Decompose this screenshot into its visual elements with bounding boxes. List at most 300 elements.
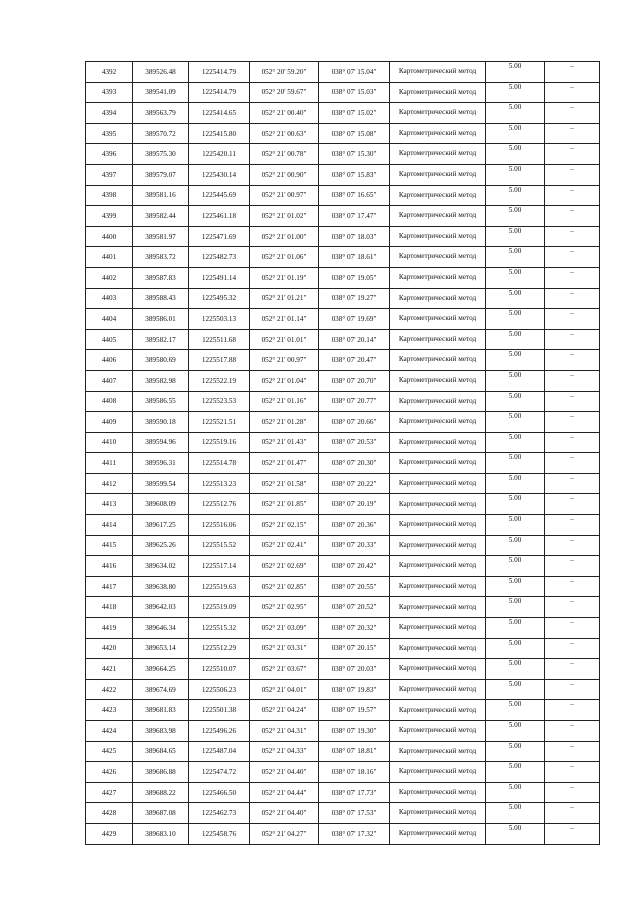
x-coordinate-cell: 389686.88	[133, 762, 189, 783]
table-row	[86, 350, 600, 371]
method-cell: Картометрический метод	[390, 82, 486, 103]
longitude-cell: 038° 07' 19.05"	[319, 267, 390, 288]
note-cell: –	[545, 782, 600, 803]
method-cell: Картометрический метод	[390, 618, 486, 639]
method-cell: Картометрический метод	[390, 762, 486, 783]
y-coordinate-cell: 1225523.53	[189, 391, 250, 412]
y-coordinate-cell: 1225503.13	[189, 309, 250, 330]
method-cell: Картометрический метод	[390, 226, 486, 247]
latitude-cell: 052° 21' 00.78"	[250, 144, 319, 165]
y-coordinate-cell: 1225517.88	[189, 350, 250, 371]
table-row	[86, 288, 600, 309]
accuracy-cell: 5.00	[486, 103, 545, 124]
point-number-cell: 4417	[86, 576, 133, 597]
y-coordinate-cell: 1225519.63	[189, 576, 250, 597]
note-cell: –	[545, 803, 600, 824]
latitude-cell: 052° 21' 04.24"	[250, 700, 319, 721]
y-coordinate-cell: 1225462.73	[189, 803, 250, 824]
method-cell: Картометрический метод	[390, 288, 486, 309]
note-cell: –	[545, 391, 600, 412]
x-coordinate-cell: 389590.18	[133, 412, 189, 433]
table-row	[86, 267, 600, 288]
table-row	[86, 618, 600, 639]
point-number-cell: 4416	[86, 556, 133, 577]
accuracy-cell: 5.00	[486, 473, 545, 494]
point-number-cell: 4426	[86, 762, 133, 783]
y-coordinate-cell: 1225482.73	[189, 247, 250, 268]
method-cell: Картометрический метод	[390, 535, 486, 556]
latitude-cell: 052° 21' 01.28"	[250, 412, 319, 433]
latitude-cell: 052° 21' 01.19"	[250, 267, 319, 288]
x-coordinate-cell: 389638.80	[133, 576, 189, 597]
point-number-cell: 4404	[86, 309, 133, 330]
latitude-cell: 052° 21' 04.27"	[250, 823, 319, 844]
note-cell: –	[545, 267, 600, 288]
note-cell: –	[545, 432, 600, 453]
latitude-cell: 052° 21' 01.43"	[250, 432, 319, 453]
accuracy-cell: 5.00	[486, 267, 545, 288]
table-row	[86, 82, 600, 103]
point-number-cell: 4400	[86, 226, 133, 247]
longitude-cell: 038° 07' 20.14"	[319, 329, 390, 350]
method-cell: Картометрический метод	[390, 782, 486, 803]
coordinates-table	[85, 61, 600, 845]
x-coordinate-cell: 389587.83	[133, 267, 189, 288]
x-coordinate-cell: 389579.07	[133, 164, 189, 185]
table-row	[86, 741, 600, 762]
latitude-cell: 052° 21' 02.69"	[250, 556, 319, 577]
method-cell: Картометрический метод	[390, 370, 486, 391]
longitude-cell: 038° 07' 18.61"	[319, 247, 390, 268]
method-cell: Картометрический метод	[390, 329, 486, 350]
point-number-cell: 4415	[86, 535, 133, 556]
longitude-cell: 038° 07' 20.70"	[319, 370, 390, 391]
latitude-cell: 052° 21' 04.44"	[250, 782, 319, 803]
method-cell: Картометрический метод	[390, 391, 486, 412]
longitude-cell: 038° 07' 20.53"	[319, 432, 390, 453]
longitude-cell: 038° 07' 20.36"	[319, 515, 390, 536]
table-row	[86, 535, 600, 556]
point-number-cell: 4424	[86, 721, 133, 742]
note-cell: –	[545, 679, 600, 700]
method-cell: Картометрический метод	[390, 659, 486, 680]
method-cell: Картометрический метод	[390, 515, 486, 536]
point-number-cell: 4409	[86, 412, 133, 433]
y-coordinate-cell: 1225522.19	[189, 370, 250, 391]
method-cell: Картометрический метод	[390, 412, 486, 433]
point-number-cell: 4407	[86, 370, 133, 391]
latitude-cell: 052° 21' 01.21"	[250, 288, 319, 309]
y-coordinate-cell: 1225517.14	[189, 556, 250, 577]
longitude-cell: 038° 07' 18.03"	[319, 226, 390, 247]
note-cell: –	[545, 226, 600, 247]
y-coordinate-cell: 1225515.52	[189, 535, 250, 556]
method-cell: Картометрический метод	[390, 556, 486, 577]
point-number-cell: 4401	[86, 247, 133, 268]
accuracy-cell: 5.00	[486, 803, 545, 824]
table-row	[86, 823, 600, 844]
accuracy-cell: 5.00	[486, 391, 545, 412]
y-coordinate-cell: 1225458.76	[189, 823, 250, 844]
x-coordinate-cell: 389674.69	[133, 679, 189, 700]
y-coordinate-cell: 1225491.14	[189, 267, 250, 288]
table-row	[86, 206, 600, 227]
x-coordinate-cell: 389596.31	[133, 453, 189, 474]
point-number-cell: 4422	[86, 679, 133, 700]
accuracy-cell: 5.00	[486, 329, 545, 350]
longitude-cell: 038° 07' 20.32"	[319, 618, 390, 639]
table-row	[86, 432, 600, 453]
point-number-cell: 4427	[86, 782, 133, 803]
note-cell: –	[545, 576, 600, 597]
x-coordinate-cell: 389687.08	[133, 803, 189, 824]
point-number-cell: 4397	[86, 164, 133, 185]
x-coordinate-cell: 389664.25	[133, 659, 189, 680]
method-cell: Картометрический метод	[390, 123, 486, 144]
point-number-cell: 4399	[86, 206, 133, 227]
point-number-cell: 4412	[86, 473, 133, 494]
note-cell: –	[545, 453, 600, 474]
accuracy-cell: 5.00	[486, 782, 545, 803]
longitude-cell: 038° 07' 20.47"	[319, 350, 390, 371]
method-cell: Картометрический метод	[390, 453, 486, 474]
accuracy-cell: 5.00	[486, 556, 545, 577]
point-number-cell: 4423	[86, 700, 133, 721]
longitude-cell: 038° 07' 15.04"	[319, 62, 390, 83]
longitude-cell: 038° 07' 20.22"	[319, 473, 390, 494]
accuracy-cell: 5.00	[486, 515, 545, 536]
accuracy-cell: 5.00	[486, 206, 545, 227]
latitude-cell: 052° 21' 00.63"	[250, 123, 319, 144]
accuracy-cell: 5.00	[486, 494, 545, 515]
latitude-cell: 052° 21' 03.67"	[250, 659, 319, 680]
x-coordinate-cell: 389684.65	[133, 741, 189, 762]
note-cell: –	[545, 309, 600, 330]
table-row	[86, 659, 600, 680]
note-cell: –	[545, 206, 600, 227]
note-cell: –	[545, 350, 600, 371]
table-row	[86, 473, 600, 494]
note-cell: –	[545, 164, 600, 185]
accuracy-cell: 5.00	[486, 123, 545, 144]
y-coordinate-cell: 1225474.72	[189, 762, 250, 783]
x-coordinate-cell: 389634.02	[133, 556, 189, 577]
longitude-cell: 038° 07' 15.08"	[319, 123, 390, 144]
point-number-cell: 4429	[86, 823, 133, 844]
table-row	[86, 721, 600, 742]
method-cell: Картометрический метод	[390, 721, 486, 742]
accuracy-cell: 5.00	[486, 164, 545, 185]
longitude-cell: 038° 07' 20.33"	[319, 535, 390, 556]
longitude-cell: 038° 07' 19.27"	[319, 288, 390, 309]
note-cell: –	[545, 535, 600, 556]
longitude-cell: 038° 07' 15.30"	[319, 144, 390, 165]
longitude-cell: 038° 07' 19.83"	[319, 679, 390, 700]
x-coordinate-cell: 389599.54	[133, 473, 189, 494]
latitude-cell: 052° 21' 02.41"	[250, 535, 319, 556]
y-coordinate-cell: 1225471.69	[189, 226, 250, 247]
accuracy-cell: 5.00	[486, 370, 545, 391]
longitude-cell: 038° 07' 20.15"	[319, 638, 390, 659]
y-coordinate-cell: 1225510.07	[189, 659, 250, 680]
longitude-cell: 038° 07' 18.81"	[319, 741, 390, 762]
latitude-cell: 052° 21' 01.02"	[250, 206, 319, 227]
method-cell: Картометрический метод	[390, 494, 486, 515]
latitude-cell: 052° 21' 01.85"	[250, 494, 319, 515]
table-row	[86, 62, 600, 83]
method-cell: Картометрический метод	[390, 679, 486, 700]
method-cell: Картометрический метод	[390, 185, 486, 206]
longitude-cell: 038° 07' 20.19"	[319, 494, 390, 515]
accuracy-cell: 5.00	[486, 618, 545, 639]
accuracy-cell: 5.00	[486, 453, 545, 474]
point-number-cell: 4394	[86, 103, 133, 124]
latitude-cell: 052° 21' 00.40"	[250, 103, 319, 124]
x-coordinate-cell: 389586.55	[133, 391, 189, 412]
latitude-cell: 052° 21' 02.95"	[250, 597, 319, 618]
latitude-cell: 052° 21' 02.15"	[250, 515, 319, 536]
x-coordinate-cell: 389541.09	[133, 82, 189, 103]
point-number-cell: 4398	[86, 185, 133, 206]
point-number-cell: 4419	[86, 618, 133, 639]
x-coordinate-cell: 389646.34	[133, 618, 189, 639]
table-row	[86, 762, 600, 783]
table-row	[86, 597, 600, 618]
y-coordinate-cell: 1225519.16	[189, 432, 250, 453]
table-row	[86, 164, 600, 185]
accuracy-cell: 5.00	[486, 597, 545, 618]
longitude-cell: 038° 07' 17.32"	[319, 823, 390, 844]
latitude-cell: 052° 21' 04.40"	[250, 762, 319, 783]
method-cell: Картометрический метод	[390, 638, 486, 659]
table-row	[86, 782, 600, 803]
longitude-cell: 038° 07' 16.65"	[319, 185, 390, 206]
note-cell: –	[545, 515, 600, 536]
method-cell: Картометрический метод	[390, 164, 486, 185]
note-cell: –	[545, 618, 600, 639]
accuracy-cell: 5.00	[486, 350, 545, 371]
point-number-cell: 4418	[86, 597, 133, 618]
x-coordinate-cell: 389581.16	[133, 185, 189, 206]
table-row	[86, 309, 600, 330]
method-cell: Картометрический метод	[390, 823, 486, 844]
note-cell: –	[545, 762, 600, 783]
latitude-cell: 052° 21' 01.01"	[250, 329, 319, 350]
longitude-cell: 038° 07' 17.53"	[319, 803, 390, 824]
latitude-cell: 052° 21' 04.33"	[250, 741, 319, 762]
x-coordinate-cell: 389683.98	[133, 721, 189, 742]
point-number-cell: 4406	[86, 350, 133, 371]
latitude-cell: 052° 21' 01.58"	[250, 473, 319, 494]
y-coordinate-cell: 1225515.32	[189, 618, 250, 639]
note-cell: –	[545, 329, 600, 350]
method-cell: Картометрический метод	[390, 62, 486, 83]
x-coordinate-cell: 389617.25	[133, 515, 189, 536]
x-coordinate-cell: 389681.83	[133, 700, 189, 721]
table-row	[86, 679, 600, 700]
longitude-cell: 038° 07' 15.02"	[319, 103, 390, 124]
point-number-cell: 4420	[86, 638, 133, 659]
method-cell: Картометрический метод	[390, 267, 486, 288]
y-coordinate-cell: 1225461.18	[189, 206, 250, 227]
method-cell: Картометрический метод	[390, 803, 486, 824]
x-coordinate-cell: 389582.44	[133, 206, 189, 227]
table-row	[86, 494, 600, 515]
table-row	[86, 515, 600, 536]
latitude-cell: 052° 21' 04.40"	[250, 803, 319, 824]
x-coordinate-cell: 389582.98	[133, 370, 189, 391]
accuracy-cell: 5.00	[486, 247, 545, 268]
accuracy-cell: 5.00	[486, 700, 545, 721]
longitude-cell: 038° 07' 19.69"	[319, 309, 390, 330]
table-row	[86, 803, 600, 824]
longitude-cell: 038° 07' 17.47"	[319, 206, 390, 227]
x-coordinate-cell: 389688.22	[133, 782, 189, 803]
table-row	[86, 226, 600, 247]
y-coordinate-cell: 1225414.79	[189, 82, 250, 103]
y-coordinate-cell: 1225506.23	[189, 679, 250, 700]
x-coordinate-cell: 389608.09	[133, 494, 189, 515]
x-coordinate-cell: 389594.96	[133, 432, 189, 453]
y-coordinate-cell: 1225496.26	[189, 721, 250, 742]
longitude-cell: 038° 07' 20.03"	[319, 659, 390, 680]
table-row	[86, 185, 600, 206]
note-cell: –	[545, 494, 600, 515]
y-coordinate-cell: 1225415.80	[189, 123, 250, 144]
latitude-cell: 052° 21' 04.31"	[250, 721, 319, 742]
note-cell: –	[545, 597, 600, 618]
table-row	[86, 412, 600, 433]
table-row	[86, 103, 600, 124]
x-coordinate-cell: 389575.30	[133, 144, 189, 165]
longitude-cell: 038° 07' 17.73"	[319, 782, 390, 803]
point-number-cell: 4403	[86, 288, 133, 309]
x-coordinate-cell: 389683.10	[133, 823, 189, 844]
y-coordinate-cell: 1225466.50	[189, 782, 250, 803]
point-number-cell: 4421	[86, 659, 133, 680]
y-coordinate-cell: 1225414.79	[189, 62, 250, 83]
table-body	[86, 62, 600, 845]
accuracy-cell: 5.00	[486, 309, 545, 330]
x-coordinate-cell: 389582.17	[133, 329, 189, 350]
y-coordinate-cell: 1225445.69	[189, 185, 250, 206]
longitude-cell: 038° 07' 20.55"	[319, 576, 390, 597]
longitude-cell: 038° 07' 18.16"	[319, 762, 390, 783]
table-row	[86, 576, 600, 597]
table-row	[86, 556, 600, 577]
longitude-cell: 038° 07' 20.66"	[319, 412, 390, 433]
y-coordinate-cell: 1225487.04	[189, 741, 250, 762]
table-row	[86, 329, 600, 350]
longitude-cell: 038° 07' 20.52"	[319, 597, 390, 618]
latitude-cell: 052° 20' 59.20"	[250, 62, 319, 83]
longitude-cell: 038° 07' 19.30"	[319, 721, 390, 742]
latitude-cell: 052° 21' 04.01"	[250, 679, 319, 700]
y-coordinate-cell: 1225519.09	[189, 597, 250, 618]
accuracy-cell: 5.00	[486, 659, 545, 680]
method-cell: Картометрический метод	[390, 144, 486, 165]
x-coordinate-cell: 389581.97	[133, 226, 189, 247]
point-number-cell: 4410	[86, 432, 133, 453]
note-cell: –	[545, 62, 600, 83]
longitude-cell: 038° 07' 20.30"	[319, 453, 390, 474]
table-row	[86, 391, 600, 412]
latitude-cell: 052° 21' 01.14"	[250, 309, 319, 330]
latitude-cell: 052° 21' 01.04"	[250, 370, 319, 391]
method-cell: Картометрический метод	[390, 576, 486, 597]
latitude-cell: 052° 21' 00.97"	[250, 350, 319, 371]
y-coordinate-cell: 1225516.06	[189, 515, 250, 536]
point-number-cell: 4395	[86, 123, 133, 144]
x-coordinate-cell: 389625.26	[133, 535, 189, 556]
table-row	[86, 247, 600, 268]
table-row	[86, 144, 600, 165]
y-coordinate-cell: 1225512.76	[189, 494, 250, 515]
accuracy-cell: 5.00	[486, 741, 545, 762]
point-number-cell: 4428	[86, 803, 133, 824]
note-cell: –	[545, 823, 600, 844]
longitude-cell: 038° 07' 15.83"	[319, 164, 390, 185]
y-coordinate-cell: 1225430.14	[189, 164, 250, 185]
y-coordinate-cell: 1225521.51	[189, 412, 250, 433]
x-coordinate-cell: 389653.14	[133, 638, 189, 659]
note-cell: –	[545, 82, 600, 103]
note-cell: –	[545, 659, 600, 680]
latitude-cell: 052° 21' 00.90"	[250, 164, 319, 185]
accuracy-cell: 5.00	[486, 432, 545, 453]
longitude-cell: 038° 07' 20.77"	[319, 391, 390, 412]
table-row	[86, 453, 600, 474]
latitude-cell: 052° 21' 02.85"	[250, 576, 319, 597]
latitude-cell: 052° 21' 01.16"	[250, 391, 319, 412]
x-coordinate-cell: 389642.03	[133, 597, 189, 618]
method-cell: Картометрический метод	[390, 350, 486, 371]
longitude-cell: 038° 07' 20.42"	[319, 556, 390, 577]
method-cell: Картометрический метод	[390, 700, 486, 721]
x-coordinate-cell: 389586.01	[133, 309, 189, 330]
x-coordinate-cell: 389563.79	[133, 103, 189, 124]
x-coordinate-cell: 389570.72	[133, 123, 189, 144]
accuracy-cell: 5.00	[486, 412, 545, 433]
method-cell: Картометрический метод	[390, 206, 486, 227]
note-cell: –	[545, 185, 600, 206]
x-coordinate-cell: 389588.43	[133, 288, 189, 309]
latitude-cell: 052° 21' 03.09"	[250, 618, 319, 639]
accuracy-cell: 5.00	[486, 679, 545, 700]
point-number-cell: 4414	[86, 515, 133, 536]
latitude-cell: 052° 21' 03.31"	[250, 638, 319, 659]
note-cell: –	[545, 247, 600, 268]
latitude-cell: 052° 21' 01.00"	[250, 226, 319, 247]
table-row	[86, 638, 600, 659]
method-cell: Картометрический метод	[390, 597, 486, 618]
note-cell: –	[545, 123, 600, 144]
point-number-cell: 4405	[86, 329, 133, 350]
method-cell: Картометрический метод	[390, 473, 486, 494]
accuracy-cell: 5.00	[486, 288, 545, 309]
point-number-cell: 4408	[86, 391, 133, 412]
y-coordinate-cell: 1225513.23	[189, 473, 250, 494]
point-number-cell: 4411	[86, 453, 133, 474]
note-cell: –	[545, 638, 600, 659]
table-row	[86, 123, 600, 144]
method-cell: Картометрический метод	[390, 247, 486, 268]
y-coordinate-cell: 1225495.32	[189, 288, 250, 309]
point-number-cell: 4393	[86, 82, 133, 103]
note-cell: –	[545, 288, 600, 309]
note-cell: –	[545, 741, 600, 762]
accuracy-cell: 5.00	[486, 823, 545, 844]
